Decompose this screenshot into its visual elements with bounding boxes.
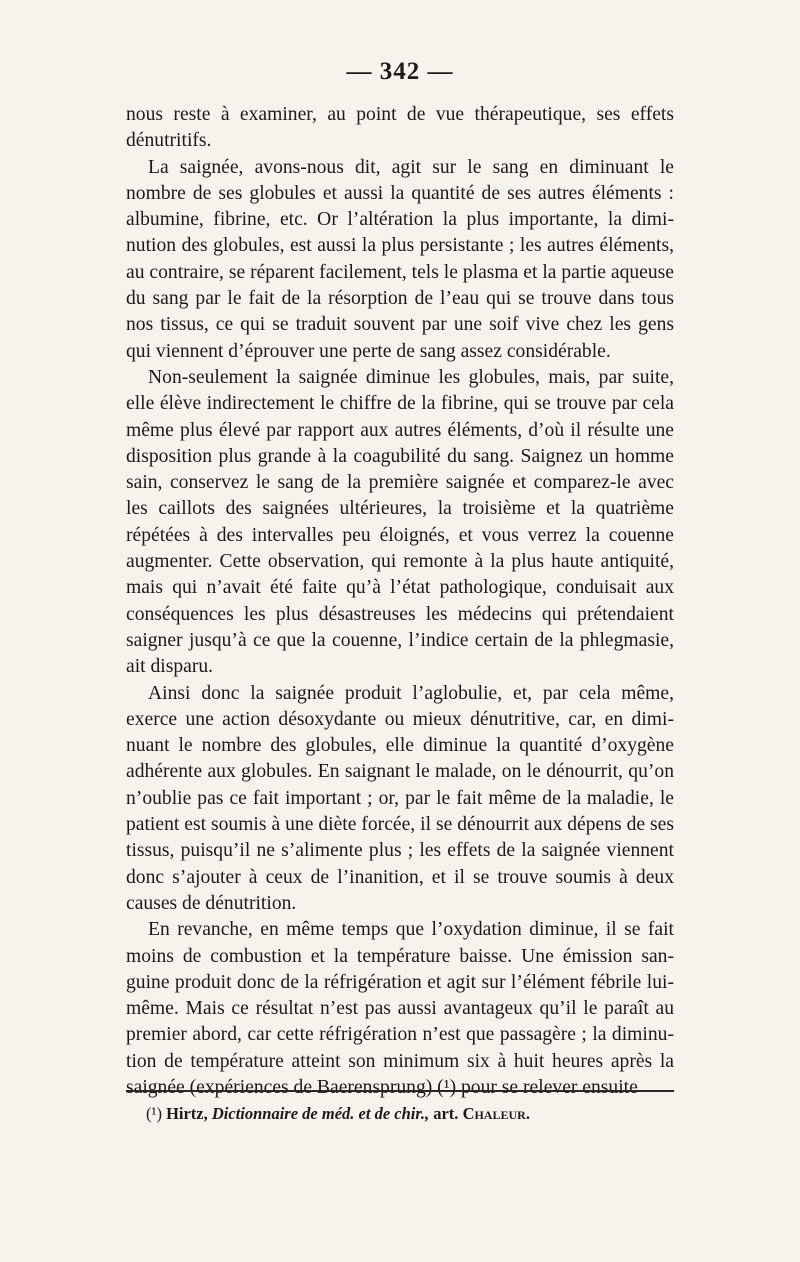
footnote-article: Chaleur. [462,1104,530,1123]
paragraph-2: La saignée, avons-nous dit, agit sur le sang en diminuant le nombre de ses globules et aussi la quantité de ses autres éléments : albumine, fibrine, etc. Or l’altération la plus importante, la diminution des globules, est aussi la plus persistante ; les autres éléments, au contraire, se réparent facilement, tels le plasma et la partie aqueuse du sang par le fait de la résorption de l’eau qui se trouve dans tous nos tissus, ce qui se traduit souvent par une soif vive chez les gens qui viennent d’éprouver une perte de sang assez considérable. [126,156,674,362]
paragraph-5: En revanche, en même temps que l’oxydation diminue, il se fait moins de combustion et la température baisse. Une émission sanguine produit donc de la réfrigération et agit sur l’élément fébrile lui-même. Mais ce résultat n’est pas aussi avantageux qu’il le paraît au premier abord, car cette réfrigération n’est que passagère ; la diminution de température atteint son minimum six à huit heures après la saignée (expériences de Baerensprung) (¹) pour se relever ensuite [126,919,674,1098]
page-number: — 342 — [346,58,454,85]
body-text [126,102,674,1101]
footnote-title: Dictionnaire de méd. et de chir., [211,1104,430,1123]
footnote-divider [126,1090,674,1092]
paragraph-3: Non-seulement la saignée diminue les globules, mais, par suite, elle élève indirectement le chiffre de la fibrine, qui se trouve par cela même plus élevé par rapport aux autres éléments, d’où il résulte une disposition plus grande à la coagubilité du sang. Saignez un homme sain, conservez le sang de la première saignée et comparez-le avec les caillots des saignées ultérieures, la troisième et la quatrième répétées à des intervalles peu éloignés, et vous verrez la couenne augmenter. Cette observation, qui remonte à la plus haute antiquité, mais qui n’avait été faite qu’à l’état pathologique, conduisait aux conséquences les plus désastreuses les médecins qui prétendaient saigner jusqu’à ce que la couenne, l’indice certain de la phlegmasie, ait disparu. [126,366,674,678]
footnote-article-prefix: art. [433,1104,459,1123]
footnote-mark: (¹) [146,1104,162,1123]
paragraph-4: Ainsi donc la saignée produit l’aglobulie, et, par cela même, exerce une action désoxydante ou mieux dénutritive, car, en diminuant le nombre des globules, elle diminue la quantité d’oxygène adhérente aux globules. En saignant le malade, on le dénourrit, qu’on n’oublie pas ce fait important ; or, par le fait même de la maladie, le patient est soumis à une diète forcée, il se dénourrit aux dépens de ses tissus, puisqu’il ne s’alimente plus ; les effets de la saignée viennent donc s’ajouter à ceux de l’inanition, et il se trouve soumis à deux causes de dénutrition. [126,682,674,914]
footnote-author: Hirtz, [166,1104,208,1123]
paragraph-1: nous reste à examiner, au point de vue thérapeutique, ses effets dénutritifs. [126,104,674,152]
footnote [146,1103,674,1125]
